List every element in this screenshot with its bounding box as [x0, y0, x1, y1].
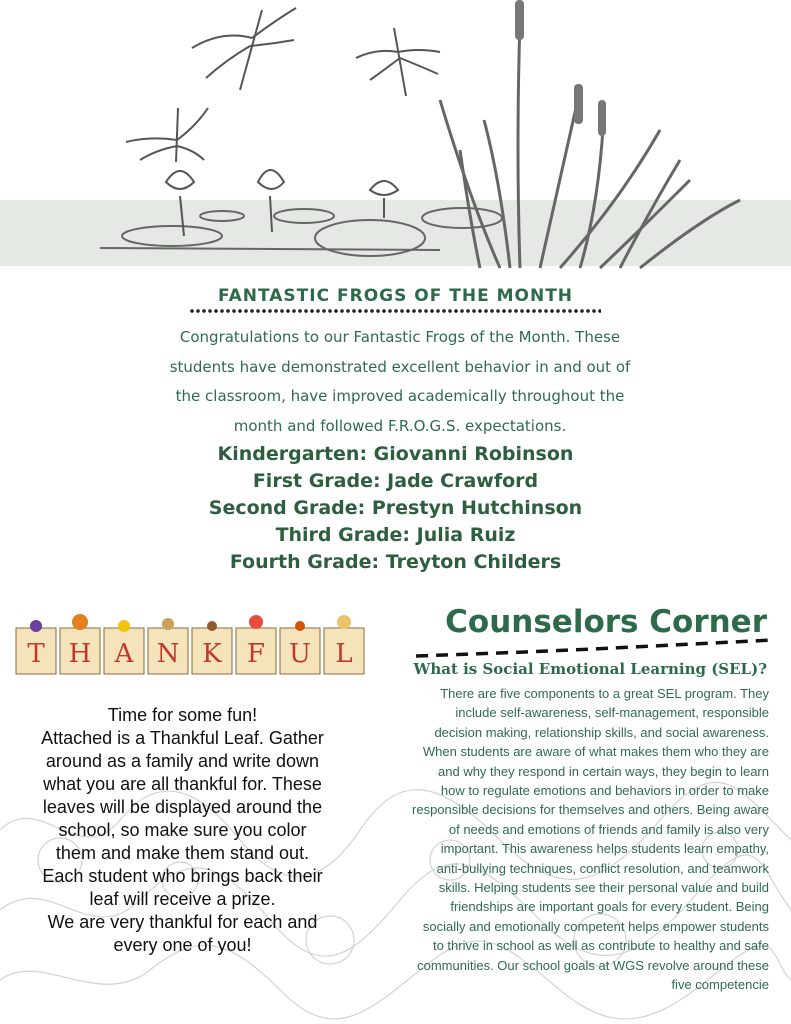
dragonfly-icon — [192, 8, 296, 90]
counselors-corner-title: Counselors Corner — [445, 604, 767, 640]
block-letter: T — [27, 639, 45, 669]
winner-second-grade: Second Grade: Prestyn Hutchinson — [208, 497, 583, 519]
message-line: Each student who brings back their — [42, 866, 323, 886]
winners-list — [0, 441, 791, 576]
dotted-divider — [189, 308, 601, 314]
message-line: what you are all thankful for. These — [43, 774, 322, 794]
sel-line: five competencie — [671, 977, 769, 993]
block-letter: U — [289, 639, 311, 669]
sel-line: include self-awareness, self-management, responsible — [455, 705, 769, 721]
dragonfly-icon — [356, 28, 440, 96]
thankful-block — [60, 628, 100, 674]
sel-line: communities. Our school goals at WGS revolve around these — [417, 957, 769, 973]
message-line: every one of you! — [113, 935, 252, 955]
sel-line: decision making, relationship skills, and social awareness. — [434, 724, 769, 740]
block-letter: F — [246, 639, 266, 669]
message-line: them and make them stand out. — [55, 843, 310, 863]
message-line: around as a family and write down — [45, 751, 320, 771]
thankful-block — [236, 628, 276, 674]
reeds-icon — [440, 20, 740, 268]
thankful-banner — [14, 612, 374, 682]
frogs-title: FANTASTIC FROGS OF THE MONTH — [217, 286, 574, 306]
cattail-icon — [515, 0, 606, 136]
block-letter: L — [335, 639, 353, 669]
winner-first-grade: First Grade: Jade Crawford — [252, 470, 539, 492]
sel-line: anti-bullying techniques, conflict resolution, and teamwork — [436, 860, 769, 876]
sel-line: to thrive in school as well as contribute to healthy and safe — [432, 938, 769, 954]
sel-line: friendships are important goals for every student. Being — [450, 899, 769, 915]
sel-heading: What is Social Emotional Learning (SEL)? — [413, 660, 767, 678]
thankful-block — [192, 628, 232, 674]
message-line: leaf will receive a prize. — [89, 889, 276, 909]
message-line: leaves will be displayed around the — [42, 797, 323, 817]
pond-illustration — [0, 0, 791, 270]
frogs-intro — [150, 323, 650, 441]
sel-line: important. This awareness helps students learn empathy, — [440, 841, 769, 857]
message-line: school, so make sure you color — [58, 820, 307, 840]
message-line: We are very thankful for each and — [47, 912, 318, 932]
thankful-message — [20, 704, 345, 957]
thankful-block — [148, 628, 188, 674]
sel-line: skills. Helping students see their personal value and build — [438, 880, 769, 896]
thankful-block — [16, 628, 56, 674]
thankful-block — [104, 628, 144, 674]
dashed-divider — [414, 638, 774, 660]
sel-line: When students are aware of what makes them who they are — [422, 744, 769, 760]
sel-line: how to regulate emotions and behaviors in order to make — [440, 783, 769, 799]
sel-body — [374, 684, 769, 995]
thankful-block — [280, 628, 320, 674]
block-letter: H — [68, 639, 92, 669]
sel-line: There are five components to a great SEL program. They — [440, 686, 769, 701]
intro-line: month and followed F.R.O.G.S. expectations. — [233, 416, 567, 435]
block-letter: K — [202, 639, 222, 669]
lily-pads-icon — [100, 208, 502, 256]
message-line: Time for some fun! — [107, 705, 258, 725]
sel-line: socially and emotionally competent helps empower students — [422, 918, 769, 934]
sel-line: responsible decisions for themselves and others. Being aware — [412, 802, 769, 818]
winner-kindergarten: Kindergarten: Giovanni Robinson — [217, 443, 574, 465]
intro-line: the classroom, have improved academically throughout the — [175, 387, 625, 405]
sel-line: of needs and emotions of friends and family is also very — [448, 821, 769, 837]
dragonfly-icon — [126, 108, 208, 162]
intro-line: Congratulations to our Fantastic Frogs of the Month. These — [179, 328, 621, 346]
block-letter: A — [114, 639, 134, 669]
thankful-block — [324, 628, 364, 674]
harvest-decor-icon — [30, 614, 351, 632]
sel-line: and why they respond in certain ways, they begin to learn — [438, 763, 769, 779]
winner-third-grade: Third Grade: Julia Ruiz — [275, 524, 516, 546]
winner-fourth-grade: Fourth Grade: Treyton Childers — [229, 551, 562, 573]
block-letter: N — [156, 639, 180, 669]
message-line: Attached is a Thankful Leaf. Gather — [41, 728, 324, 748]
intro-line: students have demonstrated excellent behavior in and out of — [169, 357, 631, 376]
